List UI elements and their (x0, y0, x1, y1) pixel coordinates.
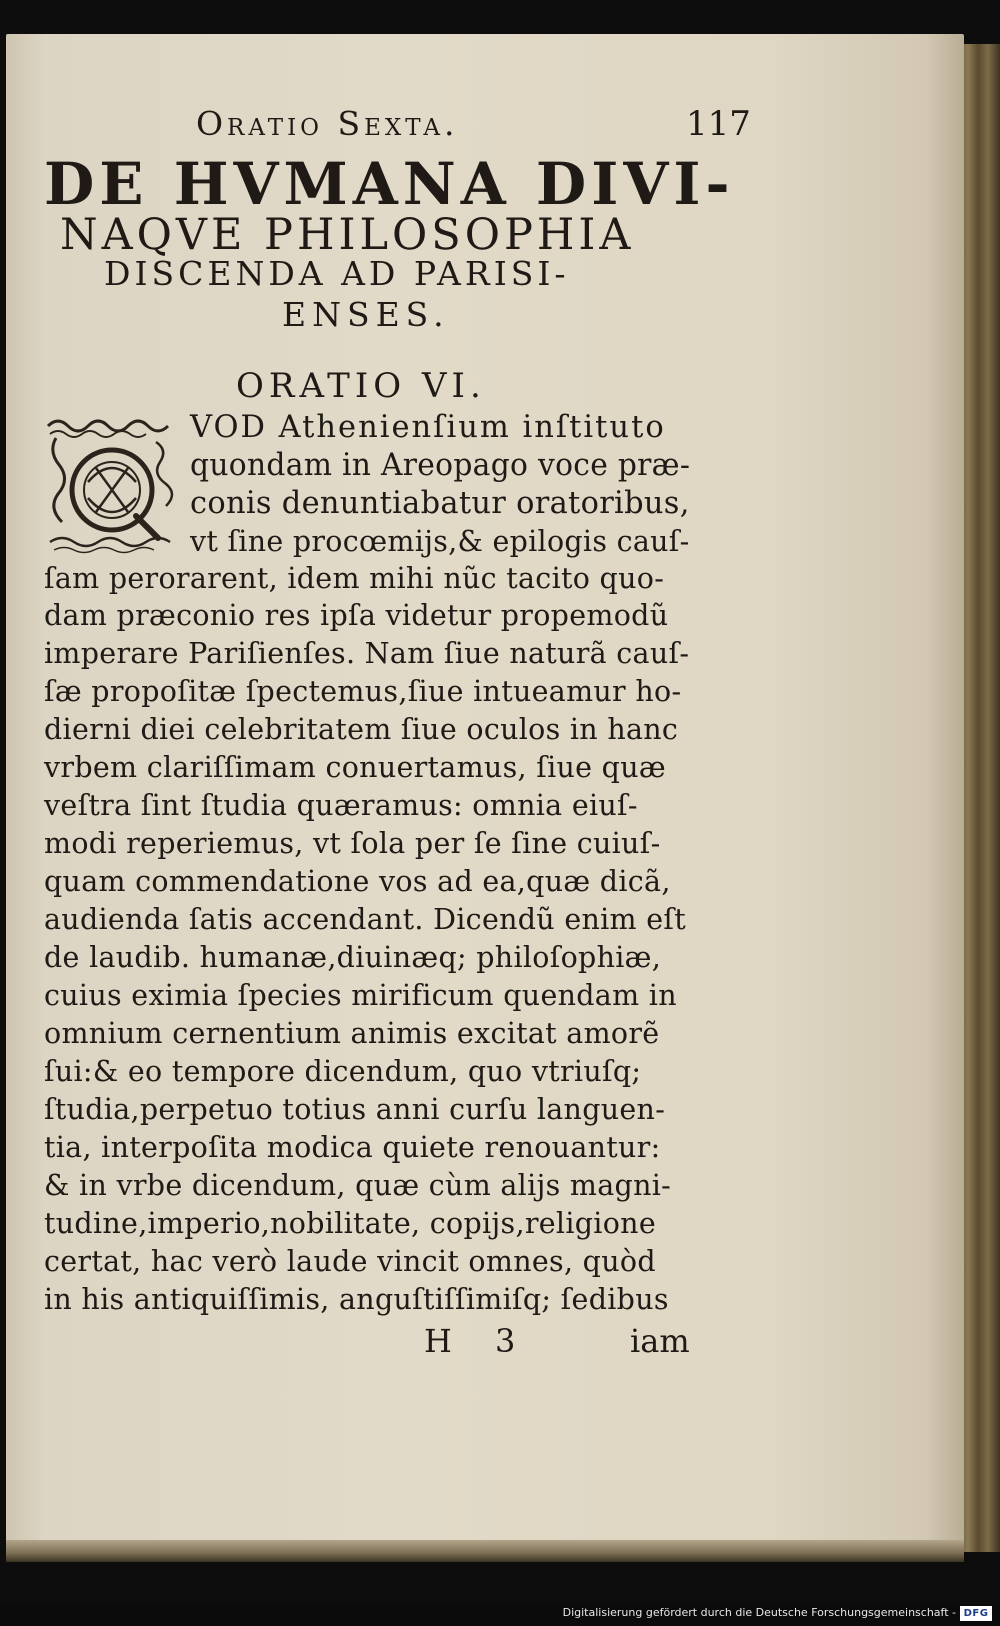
funding-credit: Digitalisierung gefördert durch die Deutsche Forschungsgemeinschaft - (562, 1606, 956, 1619)
text-line: audienda ſatis accendant. Dicendũ enim eſt (44, 903, 687, 936)
dfg-logo-icon: DFG (960, 1606, 992, 1621)
text-line: quondam in Areopago voce præ- (190, 448, 691, 483)
text-line: conis denuntiabatur oratoribus, (190, 486, 690, 521)
text-line: in his antiquiſſimis, anguſtiſſimiſq; ſedibus (44, 1283, 669, 1316)
page-number: 117 (686, 104, 751, 144)
ornamental-drop-cap-icon (44, 412, 178, 554)
text-line: tudine,imperio,nobilitate, copijs,religione (44, 1207, 656, 1240)
text-line: VOD Athenienſium inſtituto (190, 410, 666, 445)
text-line: tia, interpoſita modica quiete renouantur: (44, 1131, 661, 1164)
text-line: de laudib. humanæ,diuinæq; philoſophiæ, (44, 941, 662, 974)
page-bottom-edge (6, 1540, 964, 1562)
text-line: cuius eximia ſpecies mirificum quendam in (44, 979, 677, 1012)
text-line: vrbem clariſſimam conuertamus, ſiue quæ (44, 751, 666, 784)
text-line: quam commendatione vos ad ea,quæ dicã, (44, 865, 671, 898)
book-edge (960, 44, 1000, 1552)
signature-mark: H (424, 1322, 452, 1360)
section-heading: ORATIO VI. (236, 366, 486, 406)
text-line: certat, hac verò laude vincit omnes, quòd (44, 1245, 656, 1278)
text-line: veſtra ſint ſtudia quæramus: omnia eiuſ- (44, 789, 638, 822)
text-line: dam præconio res ipſa videtur propemodũ (44, 599, 669, 632)
text-line: ſæ propoſitæ ſpectemus,ſiue intueamur ho- (44, 675, 682, 708)
text-line: ſui:& eo tempore dicendum, quo vtriuſq; (44, 1055, 642, 1088)
running-head: Oratio Sexta. (196, 104, 459, 143)
text-line: & in vrbe dicendum, quæ cùm alijs magni- (44, 1169, 672, 1202)
text-line: modi reperiemus, vt ſola per ſe ſine cuiuſ- (44, 827, 661, 860)
text-line: ſam perorarent, idem mihi nũc tacito quo- (44, 562, 665, 595)
catchword: iam (630, 1322, 690, 1360)
title-line-3: DISCENDA AD PARISI- (104, 254, 570, 293)
text-line: omnium cernentium animis excitat amorẽ (44, 1017, 660, 1050)
text-line: ſtudia,perpetuo totius anni curſu languen- (44, 1093, 666, 1126)
title-line-2: NAQVE PHILOSOPHIA (60, 210, 635, 260)
text-line: dierni diei celebritatem ſiue oculos in hanc (44, 713, 679, 746)
text-line: vt ſine procœmijs,& epilogis cauſ- (190, 524, 690, 558)
title-line-1: DE HVMANA DIVI- (44, 150, 735, 218)
text-line: imperare Pariſienſes. Nam ſiue naturã cauſ- (44, 637, 690, 670)
signature-number: 3 (495, 1322, 516, 1360)
title-line-4: ENSES. (282, 295, 450, 334)
